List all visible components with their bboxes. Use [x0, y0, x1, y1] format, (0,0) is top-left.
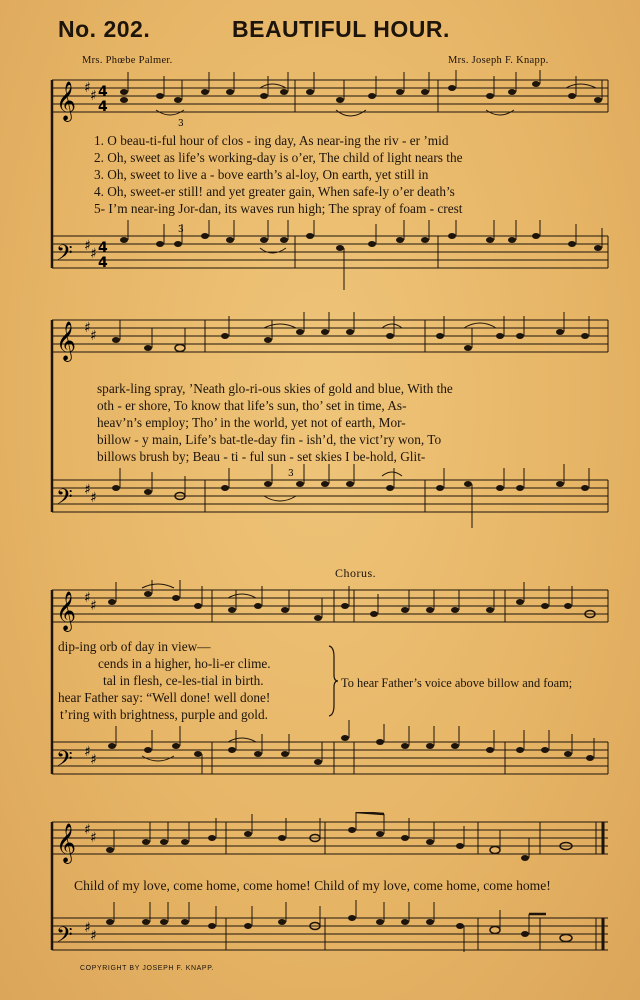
verse-4-line-3: hear Father say: “Well done! well done! — [58, 690, 271, 705]
svg-text:♯: ♯ — [84, 80, 91, 96]
verse-1-line-1: 1. O beau-ti-ful hour of clos - ing day, As near-ing the riv - er ’mid — [94, 133, 449, 148]
svg-text:♯: ♯ — [90, 328, 97, 344]
svg-text:♯: ♯ — [84, 590, 91, 606]
verse-5-line-1: 5- I’m near-ing Jor-dan, its waves run high; The spray of foam - crest — [94, 201, 463, 216]
verse-5-line-3: t’ring with brightness, purple and gold. — [60, 707, 268, 722]
verse-1-line-3: dip-ing orb of day in view— — [58, 639, 211, 654]
hymn-title: BEAUTIFUL HOUR. — [232, 16, 450, 42]
svg-text:4: 4 — [98, 84, 108, 100]
svg-text:♯: ♯ — [90, 598, 97, 614]
svg-text:♯: ♯ — [84, 920, 91, 936]
svg-text:𝄢: 𝄢 — [56, 241, 73, 271]
svg-text:4: 4 — [98, 240, 108, 256]
svg-text:♯: ♯ — [84, 320, 91, 336]
svg-text:♯: ♯ — [84, 744, 91, 760]
svg-text:♯: ♯ — [90, 830, 97, 846]
verse-2-line-3: cends in a higher, ho-li-er clime. — [98, 656, 271, 671]
verse-1-line-2: spark-ling spray, ’Neath glo-ri-ous skies of gold and blue, With the — [97, 381, 453, 396]
refrain-line: To hear Father’s voice above billow and foam; — [341, 676, 573, 690]
svg-text:♯: ♯ — [90, 246, 97, 262]
svg-text:♯: ♯ — [90, 490, 97, 506]
chorus-label: Chorus. — [335, 566, 377, 580]
svg-text:𝄞: 𝄞 — [56, 81, 77, 121]
svg-text:𝄞: 𝄞 — [56, 591, 77, 631]
svg-text:4: 4 — [98, 255, 108, 271]
svg-text:𝄢: 𝄢 — [56, 485, 73, 515]
svg-text:3: 3 — [178, 119, 184, 129]
composer-credit: Mrs. Joseph F. Knapp. — [448, 55, 549, 66]
svg-text:𝄞: 𝄞 — [56, 823, 77, 863]
verse-4-line-2: billow - y main, Life’s bat-tle-day fin - ish’d, the vict’ry won, To — [97, 432, 442, 447]
svg-text:♯: ♯ — [90, 752, 97, 768]
verse-3-line-3: tal in flesh, ce-les-tial in birth. — [103, 673, 264, 688]
verse-2-line-1: 2. Oh, sweet as life’s working-day is o’er, The child of light nears the — [94, 150, 463, 165]
lyricist-credit: Mrs. Phœbe Palmer. — [82, 55, 173, 66]
svg-text:𝄞: 𝄞 — [56, 321, 77, 361]
svg-text:4: 4 — [98, 99, 108, 115]
svg-text:3: 3 — [288, 469, 294, 479]
final-line-lyrics: Child of my love, come home, come home! Child of my love, come home, come home! — [74, 878, 551, 893]
verse-3-line-2: heav’n’s employ; Tho’ in the world, yet not of earth, Mor- — [97, 415, 406, 430]
copyright-notice: COPYRIGHT BY JOSEPH F. KNAPP. — [80, 965, 215, 972]
svg-text:♯: ♯ — [84, 238, 91, 254]
svg-text:♯: ♯ — [90, 928, 97, 944]
verse-brace — [328, 645, 338, 717]
svg-text:3: 3 — [178, 225, 184, 235]
svg-text:♯: ♯ — [84, 482, 91, 498]
hymn-number: No. 202. — [58, 16, 151, 42]
svg-text:♯: ♯ — [90, 88, 97, 104]
verse-2-line-2: oth - er shore, To know that life’s sun, tho’ set in time, As- — [97, 398, 407, 413]
verse-5-line-2: billows brush by; Beau - ti - ful sun - set skies I be-hold, Glit- — [97, 449, 426, 464]
svg-text:♯: ♯ — [84, 822, 91, 838]
svg-text:𝄢: 𝄢 — [56, 923, 73, 953]
svg-text:𝄢: 𝄢 — [56, 747, 73, 777]
verse-3-line-1: 3. Oh, sweet to live a - bove earth’s al-loy, On earth, yet still in — [94, 167, 429, 182]
verse-4-line-1: 4. Oh, sweet-er still! and yet greater gain, When safe-ly o’er death’s — [94, 184, 455, 199]
